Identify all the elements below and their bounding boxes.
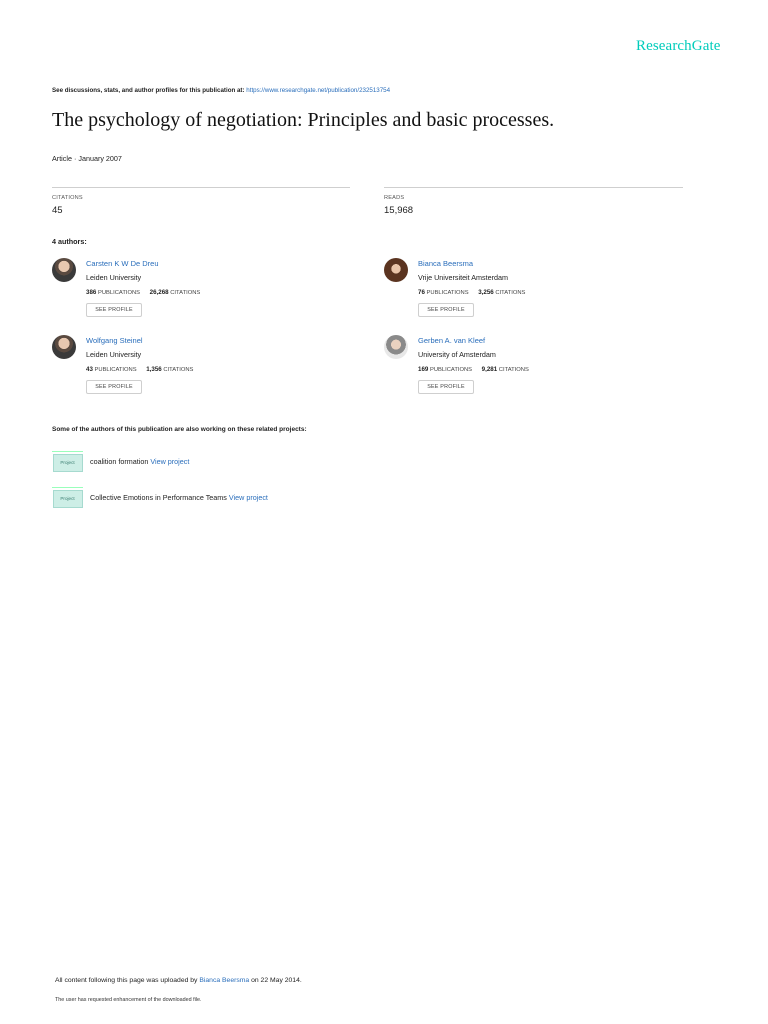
publication-link[interactable]: https://www.researchgate.net/publication/232513754 xyxy=(246,87,391,94)
see-profile-button[interactable]: SEE PROFILE xyxy=(418,380,474,394)
author-institution: University of Amsterdam xyxy=(418,350,496,359)
footnote: The user has requested enhancement of the downloaded file. xyxy=(55,997,202,1003)
view-project-link[interactable]: View project xyxy=(228,493,268,502)
project-text xyxy=(90,493,268,502)
reads-value: 15,968 xyxy=(384,205,414,216)
article-meta: Article · January 2007 xyxy=(52,154,122,163)
related-projects-heading: Some of the authors of this publication are also working on these related projects: xyxy=(52,426,307,433)
publications-count: 386 xyxy=(86,289,97,296)
reads-divider xyxy=(384,187,683,188)
author-institution: Leiden University xyxy=(86,350,142,359)
project-item xyxy=(52,451,352,473)
citations-value: 45 xyxy=(52,205,63,216)
citations-label: CITATIONS xyxy=(170,290,201,296)
researchgate-logo[interactable]: ResearchGate xyxy=(636,38,721,54)
see-profile-button[interactable]: SEE PROFILE xyxy=(418,303,474,317)
publications-label: PUBLICATIONS xyxy=(429,367,473,373)
project-icon-label: Project xyxy=(60,496,75,501)
citations-divider xyxy=(52,187,350,188)
see-profile-button[interactable]: SEE PROFILE xyxy=(86,303,142,317)
citations-count: 1,356 xyxy=(146,366,162,373)
citations-label: CITATIONS xyxy=(163,367,194,373)
publications-label: PUBLICATIONS xyxy=(426,290,469,296)
citations-label: CITATIONS xyxy=(498,367,529,373)
author-stats xyxy=(86,366,193,373)
author-card xyxy=(52,335,352,405)
author-name[interactable]: Bianca Beersma xyxy=(418,259,474,268)
citations-count: 9,281 xyxy=(481,366,498,373)
project-folder-icon xyxy=(52,451,83,473)
authors-heading: 4 authors: xyxy=(52,237,87,246)
publications-label: PUBLICATIONS xyxy=(97,290,141,296)
publications-count: 76 xyxy=(418,289,425,296)
citations-label: CITATIONS xyxy=(52,195,83,201)
publications-count: 43 xyxy=(86,366,93,373)
project-text xyxy=(90,457,189,466)
author-name[interactable]: Carsten K W De Dreu xyxy=(86,259,159,268)
citations-count: 3,256 xyxy=(478,289,494,296)
author-institution: Vrije Universiteit Amsterdam xyxy=(418,273,509,282)
intro-text: See discussions, stats, and author profiles for this publication at: xyxy=(52,87,245,94)
project-folder-icon xyxy=(52,487,83,509)
page-title: The psychology of negotiation: Principles and basic processes. xyxy=(52,109,555,131)
author-institution: Leiden University xyxy=(86,273,142,282)
intro-line xyxy=(52,87,390,94)
publications-count: 169 xyxy=(418,366,429,373)
author-card xyxy=(52,258,352,328)
author-stats xyxy=(418,366,529,373)
citations-label: CITATIONS xyxy=(495,290,526,296)
avatar[interactable] xyxy=(384,258,408,282)
project-name: Collective Emotions in Performance Teams xyxy=(90,493,227,502)
uploader-link[interactable]: Bianca Beersma xyxy=(199,977,250,984)
reads-label: READS xyxy=(384,195,405,201)
author-card xyxy=(384,258,684,328)
author-card xyxy=(384,335,684,405)
author-stats xyxy=(418,289,525,296)
author-stats xyxy=(86,289,200,296)
author-name[interactable]: Gerben A. van Kleef xyxy=(418,336,486,345)
upload-prefix: All content following this page was uploaded by xyxy=(55,977,198,984)
project-item xyxy=(52,487,352,509)
see-profile-button[interactable]: SEE PROFILE xyxy=(86,380,142,394)
citations-count: 26,268 xyxy=(149,289,169,296)
avatar[interactable] xyxy=(384,335,408,359)
author-name[interactable]: Wolfgang Steinel xyxy=(86,336,143,345)
view-project-link[interactable]: View project xyxy=(150,457,190,466)
avatar[interactable] xyxy=(52,258,76,282)
upload-note xyxy=(55,977,302,984)
avatar[interactable] xyxy=(52,335,76,359)
upload-suffix: on 22 May 2014. xyxy=(251,977,302,984)
project-icon-label: Project xyxy=(60,460,75,465)
project-name: coalition formation xyxy=(90,457,149,466)
publications-label: PUBLICATIONS xyxy=(94,367,137,373)
